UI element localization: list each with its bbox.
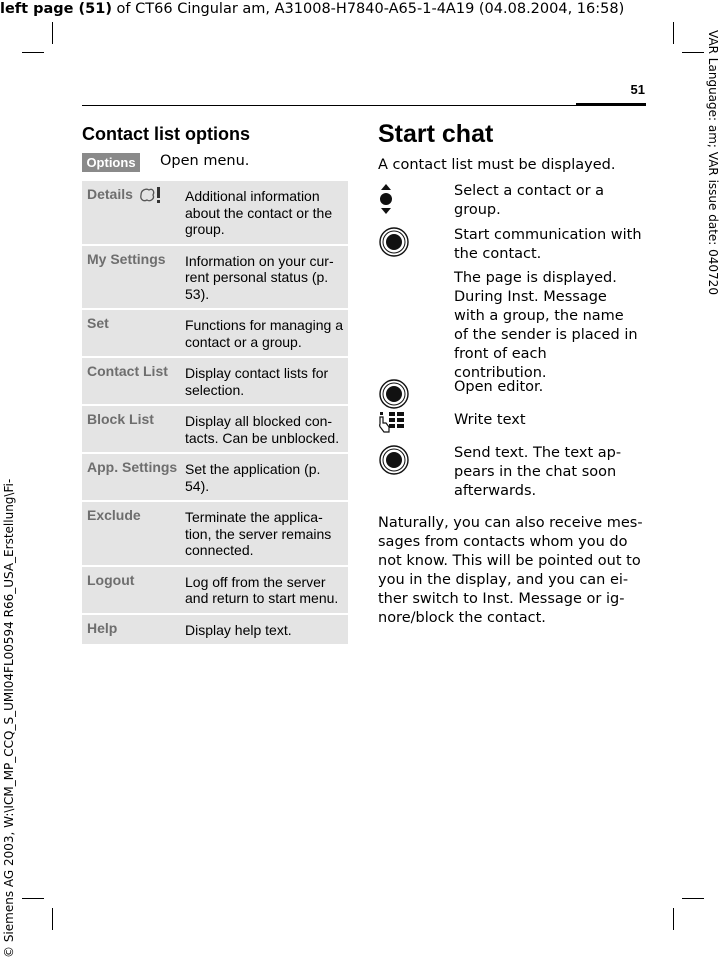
section-heading-contact-list-options: Contact list options [82,124,250,144]
step-text: Select a contact or a group. [454,183,605,218]
header-rule [82,105,576,106]
option-description: Terminate the applica-tion, the server remains connected. [185,509,332,558]
option-row-exclude [82,502,348,567]
center-key-icon [378,444,410,476]
center-key-icon [378,378,410,410]
option-row-help [82,615,348,647]
option-description: Display all blocked con-tacts. Can be unblocked. [185,413,340,446]
page-number: 51 [630,82,645,97]
step-text: Open editor. [454,379,544,395]
option-row-contact-list [82,358,348,406]
option-name: My Settings [87,250,166,267]
step-text: Write text [454,412,526,428]
section-title-start-chat: Start chat [378,120,494,148]
option-row-details [82,181,348,246]
step-send-text [378,444,646,501]
navigation-key-icon [378,182,394,218]
crop-mark-bl-v [52,908,53,930]
closing-paragraph: Naturally, you can also receive mes-sages from contacts whom you do not know. This will be pointed out to you in the display, and you can ei-ther switch to Inst. Message or ig-nore/block the contact. [378,515,643,626]
option-name: Set [87,315,109,331]
option-name: Contact List [87,363,168,379]
crop-mark-tr-v [673,22,674,44]
options-softkey-description: Open menu. [160,153,250,169]
option-name: App. Settings [87,459,178,475]
step-start-communication [378,226,646,264]
crop-mark-br-v [673,908,674,930]
option-row-my-settings [82,246,348,311]
side-text-left: © Siemens AG 2003, W:\ICM_MP_CCQ_S_UMI04FL00594 R66_USA_Erstellung\Fi- [2,478,16,958]
options-softkey: Options [82,153,140,172]
option-name-cell [82,186,185,238]
option-name: Block List [87,411,154,427]
option-name: Exclude [87,507,141,523]
step-text: The page is displayed. During Inst. Message with a group, the name of the sender is placed in front of each contribution. [454,270,638,381]
option-description: Functions for managing a contact or a group. [185,317,343,350]
step-write-text [378,411,646,441]
option-description: Set the application (p. 54). [185,461,321,494]
option-row-block-list [82,406,348,454]
intro-text: A contact list must be displayed. [378,157,616,173]
crop-mark-tl-h [22,52,44,53]
option-name: Help [87,619,118,636]
option-description: Information on your cur-rent personal status (p. 53). [185,252,334,302]
step-page-displayed [378,269,646,383]
step-select-contact [378,182,646,224]
crop-mark-tl-v [52,22,53,44]
option-name: Logout [87,571,135,588]
option-row-app-settings [82,454,348,502]
side-text-right: VAR Language: am; VAR issue date: 040720 [706,30,720,295]
crop-mark-bl-h [22,898,44,899]
print-header-prefix: left page (51) [0,1,112,17]
option-description: Display contact lists for selection. [185,365,329,398]
print-header-rest: of CT66 Cingular am, A31008-H7840-A65-1-4A19 (04.08.2004, 16:58) [111,1,625,17]
crop-mark-br-h [682,898,704,899]
options-table [82,181,348,646]
step-text: Start communication with the contact. [454,227,642,262]
option-row-set [82,310,348,358]
crop-mark-tr-h [682,52,704,53]
center-key-icon [378,226,410,258]
print-header [0,0,724,18]
option-description: Additional information about the contact or the group. [185,188,333,237]
option-row-logout [82,567,348,615]
step-text: Send text. The text ap-pears in the chat soon afterwards. [454,445,622,499]
info-icon [138,186,164,204]
option-name: Details [87,186,133,202]
option-description: Log off from the server and return to start menu. [185,573,339,606]
header-rule-thick [576,103,646,106]
option-description: Display help text. [185,621,292,638]
keypad-icon [378,411,406,435]
